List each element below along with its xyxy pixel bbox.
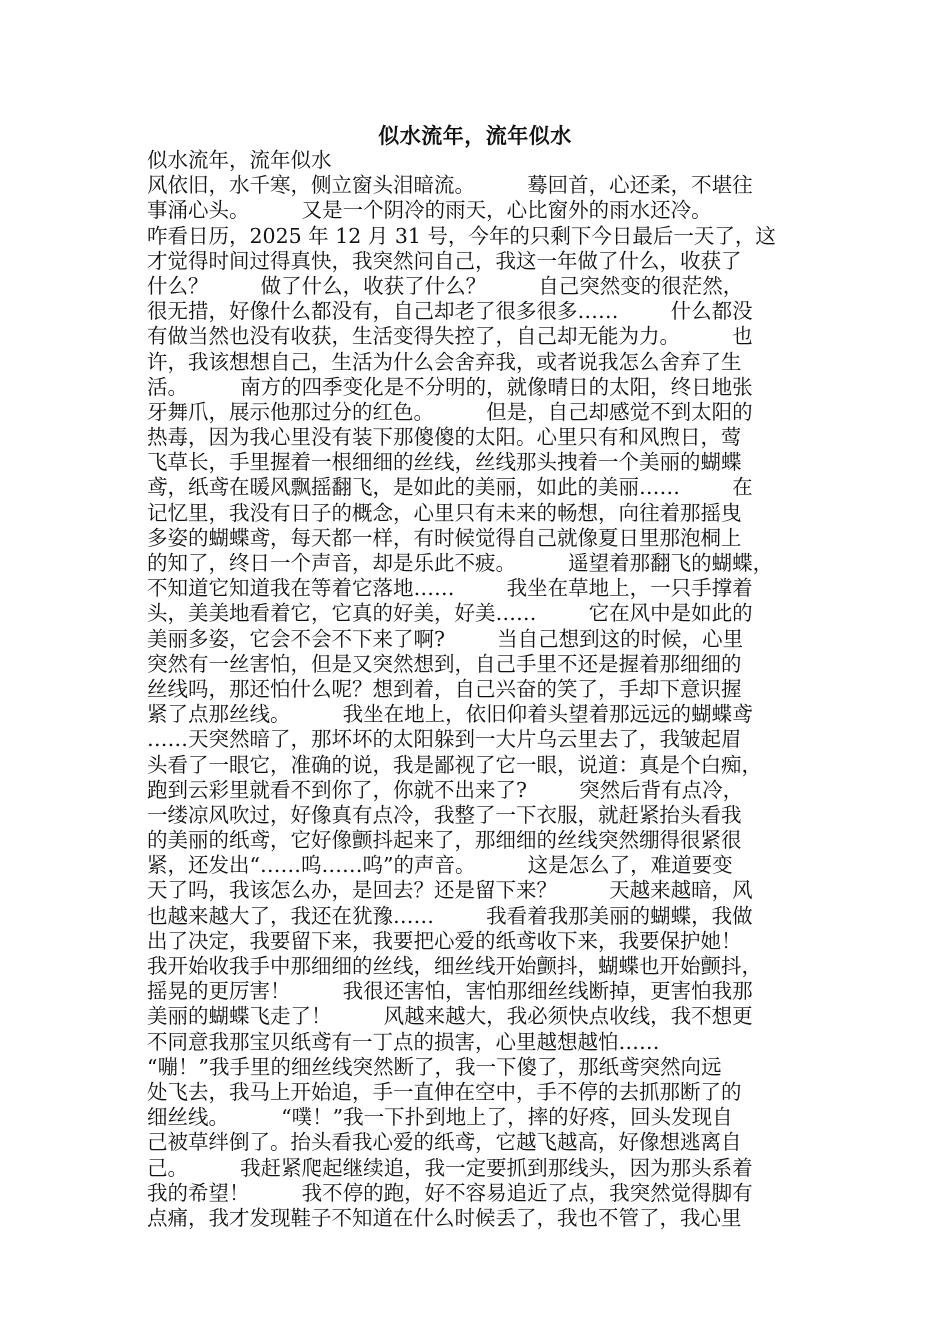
- text-line: ……天突然暗了，那坏坏的太阳躲到一大片乌云里去了，我皱起眉: [147, 727, 742, 752]
- text-line: “嘣！”我手里的细丝线突然断了，我一下傻了，那纸鸢突然向远: [147, 1054, 722, 1079]
- text-line: 丝线吗，那还怕什么呢？想到着，自己兴奋的笑了，手却下意识握: [147, 676, 742, 701]
- text-line: 摇晃的更厉害！ 我很还害怕，害怕那细丝线断掉，更害怕我那: [147, 979, 753, 1004]
- text-line: 有做当然也没有收获，生活变得失控了，自己却无能为力。 也: [147, 324, 753, 349]
- text-line: 的美丽的纸鸢，它好像颤抖起来了，那细细的丝线突然绷得很紧很: [147, 828, 742, 853]
- text-line: 头，美美地看着它，它真的好美，好美…… 它在风中是如此的: [147, 601, 753, 626]
- text-line: 多姿的蝴蝶鸢，每天都一样，有时候觉得自己就像夏日里那泡桐上: [147, 525, 742, 550]
- text-line: 己被草绊倒了。抬头看我心爱的纸鸢，它越飞越高，好像想逃离自: [147, 1130, 742, 1155]
- text-line: 出了决定，我要留下来，我要把心爱的纸鸢收下来，我要保护她！: [147, 928, 742, 953]
- text-line: 不同意我那宝贝纸鸢有一丁点的损害，心里越想越怕……: [147, 1029, 660, 1054]
- document-title: 似水流年，流年似水: [378, 124, 572, 148]
- text-line: 美丽多姿，它会不会不下来了啊? 当自己想到这的时候，心里: [147, 626, 744, 651]
- text-line: 的知了，终日一个声音，却是乐此不疲。 遥望着那翻飞的蝴蝶，: [147, 551, 774, 575]
- text-line: 记忆里，我没有日子的概念，心里只有未来的畅想，向往着那摇曳: [147, 500, 742, 525]
- text-line: 美丽的蝴蝶飞走了！ 风越来越大，我必须快点收线，我不想更: [147, 1004, 753, 1029]
- text-line: 鸢，纸鸢在暖风飘摇翻飞，是如此的美丽，如此的美丽…… 在: [147, 475, 753, 500]
- text-line: 头看了一眼它，准确的说，我是鄙视了它一眼，说道：真是个白痴，: [147, 752, 762, 777]
- text-line: 我的希望！ 我不停的跑，好不容易追近了点，我突然觉得脚有: [147, 1180, 753, 1205]
- document-body: [147, 148, 805, 1231]
- text-line: 飞草长，手里握着一根细细的丝线，丝线那头拽着一个美丽的蝴蝶: [147, 450, 742, 475]
- text-line: 咋看日历，2025 年 12 月 31 号，今年的只剩下今日最后一天了，这: [147, 223, 776, 248]
- text-line: 事涌心头。 又是一个阴冷的雨天，心比窗外的雨水还冷。: [147, 198, 712, 223]
- text-line: 一缕凉风吹过，好像真有点冷，我整了一下衣服，就赶紧抬头看我: [147, 802, 742, 827]
- text-line: 也越来越大了，我还在犹豫…… 我看着我那美丽的蝴蝶，我做: [147, 903, 753, 928]
- text-line: 紧了点那丝线。 我坐在地上，依旧仰着头望着那远远的蝴蝶鸢: [147, 702, 753, 727]
- text-line: 热毒，因为我心里没有装下那傻傻的太阳。心里只有和风煦日，莺: [147, 425, 742, 450]
- text-line: 似水流年，流年似水: [147, 148, 332, 172]
- text-line: 点痛，我才发现鞋子不知道在什么时候丢了，我也不管了，我心里: [147, 1205, 742, 1230]
- text-line: 处飞去，我马上开始追，手一直伸在空中，手不停的去抓那断了的: [147, 1079, 742, 1104]
- text-line: 我开始收我手中那细细的丝线，细丝线开始颤抖，蝴蝶也开始颤抖，: [147, 954, 762, 978]
- text-line: 不知道它知道我在等着它落地…… 我坐在草地上，一只手撑着: [147, 576, 753, 601]
- text-line: 己。 我赶紧爬起继续追，我一定要抓到那线头，因为那头系着: [147, 1155, 753, 1180]
- text-line: 紧，还发出“……呜……呜”的声音。 这是怎么了，难道要变: [147, 853, 733, 878]
- text-line: 牙舞爪，展示他那过分的红色。 但是，自己却感觉不到太阳的: [147, 399, 753, 424]
- text-line: 什么？ 做了什么，收获了什么？ 自己突然变的很茫然，: [147, 273, 744, 298]
- text-line: 跑到云彩里就看不到你了，你就不出来了? 突然后背有点冷，: [147, 777, 744, 802]
- text-line: 突然有一丝害怕，但是又突然想到，自己手里不还是握着那细细的: [147, 651, 742, 676]
- text-line: 细丝线。 “噗！”我一下扑到地上了，摔的好疼，回头发现自: [147, 1105, 733, 1130]
- text-line: 活。 南方的四季变化是不分明的，就像晴日的太阳，终日地张: [147, 374, 753, 399]
- text-line: 才觉得时间过得真快，我突然问自己，我这一年做了什么，收获了: [147, 248, 742, 273]
- text-line: 很无措，好像什么都没有，自己却老了很多很多…… 什么都没: [147, 299, 753, 324]
- text-line: 许，我该想想自己，生活为什么会舍弃我，或者说我怎么舍弃了生: [147, 349, 742, 374]
- text-line: 风依旧，水千寒，侧立窗头泪暗流。 蓦回首，心还柔，不堪往: [147, 173, 753, 198]
- text-line: 天了吗，我该怎么办，是回去？还是留下来？ 天越来越暗，风: [147, 878, 753, 903]
